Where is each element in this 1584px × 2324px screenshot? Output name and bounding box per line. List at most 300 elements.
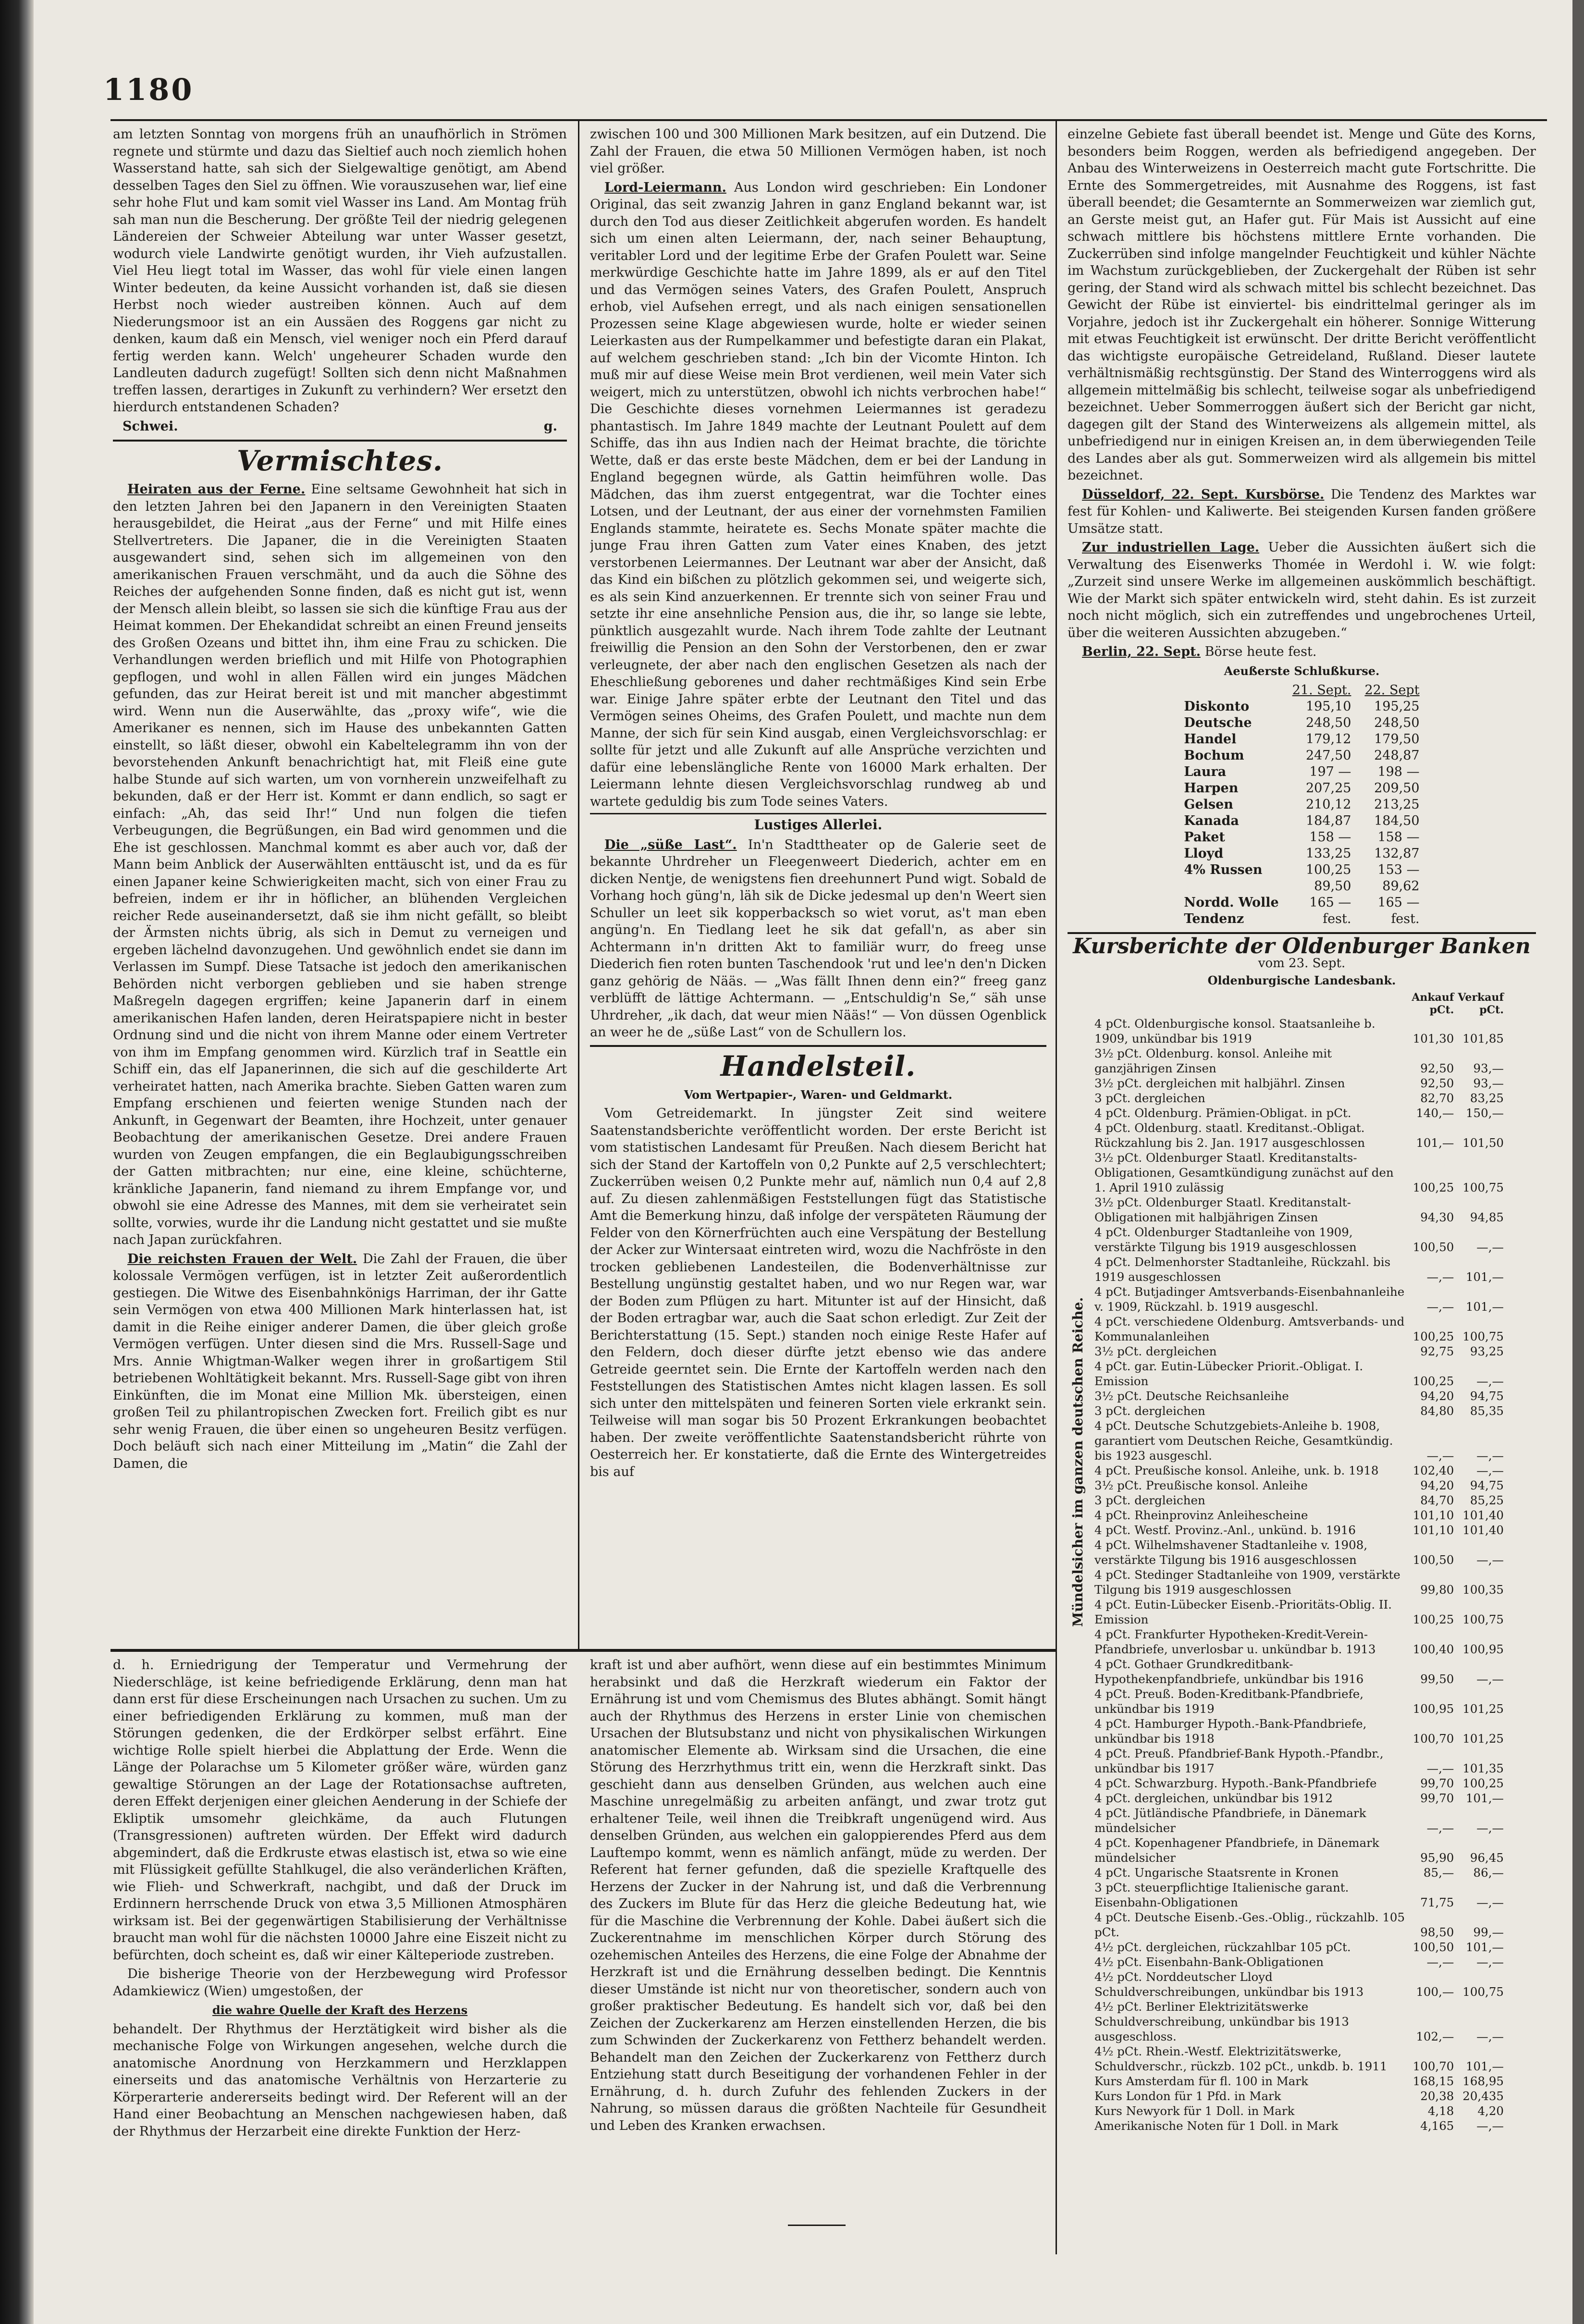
quote-value: 89,50 [1314, 879, 1351, 894]
signature-place: Schwei. [123, 418, 178, 434]
quote-value: 213,25 [1374, 797, 1420, 812]
bank-rate-row [1093, 1523, 1506, 1537]
schlusskurse-heading: Aeußerste Schlußkurse. [1224, 664, 1380, 678]
ankauf-value: 92,75 [1420, 1344, 1454, 1358]
article-body: Eine seltsame Gewohnheit hat sich in den letzten Jahren bei den Japanern in den Vereinigten Staaten herausgebildet, die Heirat „aus der Ferne“ und mit Hilfe eines Stellvertreters. Die Japaner, die in die Vereinigten Staaten ausgewandert sind, sehen sich im allgemeinen von den amerikanischen Frauen verschmäht, und da auch die Söhne des Reiches der aufgehenden Sonne finden, daß es nicht gut ist, wenn der Mensch allein bleibt, so lassen sie sich die künftige Frau aus der Heimat kommen. Der Ehekandidat schreibt an einen Freund jenseits des Großen Ozeans und bittet ihn, ihm eine Frau zu schicken. Die Verhandlungen werden brieflich und mit Hilfe von Photographien gepflogen, und wohl in allen Fällen wird ein junges Mädchen gefunden, das zur Heirat bereit ist und mit mancher abgestimmt wird. Wenn nun die Auserwählte, das „proxy wife“, wie die Amerikaner es nennen, sich im Hause des unbekannten Gatten einstellt, so läßt dieser, obwohl ein Kabeltelegramm ihn von der bevorstehenden Ankunft benachrichtigt hat, mit Fleiß eine gute halbe Stunde auf sich warten, um von vornherein unzweifelhaft zu bekunden, daß er der Herr ist. Kommt er dann endlich, so sagt er einfach: „Ah, das seid Ihr!“ Und nun folgen die tiefen Verbeugungen, die Begrüßungen, ein Bad wird genommen und die Ehe ist geschlossen. Manchmal kommt es aber auch vor, daß der Mann beim Anblick der Auserwählten enttäuscht ist, und da es für einen Japaner keine Schwierigkeiten macht, sich von einer Frau zu befreien, indem er ihr in höflicher, an blühenden Vergleichen reicher Rede auseinandersetzt, daß sie ihm nicht gefällt, so bleibt der Ärmsten nichts übrig, als sich in Demut zu verneigen und ergeben lächelnd davonzugehen. Und gewöhnlich endet sie dann im Verlassen im Sumpf. Diese Tatsache ist jedoch den amerikanischen Behörden nicht verborgen geblieben und sie haben strenge Maßregeln dagegen ergriffen; keine Japanerin darf in einem amerikanischen Hafen landen, deren Heiratspapiere nicht in bester Ordnung sind und die nicht von ihrem Manne oder einem Vertreter von ihm im Empfang genommen wird. Kürzlich traf in Seattle ein Schiff ein, das elf Japanerinnen, die sich auf die geschilderte Art verheiratet hatten, nach Amerika brachte. Sieben Gatten waren zum Empfang erschienen und feierten wenige Stunden nach der Ankunft, in Gegenwart der Beamten, ihre Hochzeit, unter genauer Beobachtung der amerikanischen Gesetze. Drei andere Frauen wurden von Zeugen empfangen, die ein Beglaubigungsschreiben der Gatten mitbrachten; nur eine, eine kleine, schüchterne, kränkliche Japanerin, fand niemand zu ihrem Empfange vor, und obwohl sie eine Adresse des Mannes, mit dem sie verheiratet sein sollte, vorwies, wurde ihr die Landung nicht gestattet und sie mußte nach Japan zurückfahren. [113, 482, 567, 1247]
section-heading-vermischtes: Vermischtes. [236, 444, 443, 477]
verkauf-value: 100,25 [1462, 1776, 1504, 1790]
quote-row [1177, 731, 1426, 748]
ankauf-value: 140,— [1416, 1106, 1454, 1120]
divider [113, 440, 567, 442]
verkauf-value: 101,40 [1462, 1508, 1504, 1522]
verkauf-value: —,— [1476, 1240, 1504, 1254]
verkauf-value: 101,50 [1462, 1135, 1504, 1150]
bank-rate-row [1093, 1746, 1506, 1776]
bank-rate-row [1093, 1150, 1506, 1195]
verkauf-value: —,— [1476, 1463, 1504, 1477]
verkauf-value: —,— [1476, 1820, 1504, 1835]
verkauf-value: 101,— [1465, 1299, 1504, 1314]
bank-rate-row [1093, 1686, 1506, 1716]
quote-value: 198 — [1377, 764, 1420, 779]
column-rule-2 [1056, 121, 1057, 2254]
ankauf-value: 94,30 [1420, 1210, 1454, 1224]
security-name: 4 pCt. Delmenhorster Stadtanleihe, Rückzahl. bis 1919 ausgeschlossen [1094, 1254, 1391, 1284]
article-heiraten [113, 481, 567, 1249]
bank-rate-row [1093, 1344, 1506, 1359]
ankauf-value: 100,25 [1412, 1180, 1454, 1194]
bank-rate-row [1093, 1016, 1506, 1046]
quote-name: Paket [1184, 830, 1225, 845]
verkauf-value: 86,— [1473, 1865, 1504, 1880]
quote-name: Kanada [1184, 813, 1239, 828]
verkauf-value: 101,40 [1462, 1523, 1504, 1537]
quote-name: Bochum [1184, 748, 1244, 763]
ankauf-value: —,— [1426, 1299, 1454, 1314]
quote-value: 197 — [1309, 764, 1351, 779]
article-getreidemarkt: Vom Getreidemarkt. In jüngster Zeit sind weitere Saatenstandsberichte veröffentlicht worden. Der erste Bericht ist vom statistischen Landesamt für Preußen. Nach diesem Bericht hat sich der Stand der Kartoffeln von 0,2 Punkte auf 2,5 verschlechtert; Zuckerrüben weisen 0,2 Punkte mehr auf, nämlich nun 0,4 auf 2,8 auf. Zu diesen zahlenmäßigen Feststellungen fügt das Statistische Amt die Bemerkung hinzu, daß infolge der verspäteten Räumung der Felder von den Körnerfrüchten auch eine Verspätung der Bestellung der Acker zur Wintersaat eintreten wird, wozu die Nachfröste in den trocken gebliebenen Landesteilen, die Bodenverhältnisse zur Bestellung ungünstig gestaltet haben, und wo nur Regen war, war der Boden zum Pflügen zu hart. Mitunter ist auf der Hinsicht, daß der Boden ertragbar war, auch die Saat schon erledigt. Zur Zeit der Berichterstattung (15. Sept.) standen noch einige Reste Hafer auf den Feldern, doch dieser dürfte jetzt ebenso wie das andere Getreide geerntet sein. Die Ernte der Kartoffeln werden nach den Feststellungen des Statistischen Amtes nicht klagen lassen. Es soll sich unter den mittelspäten und feineren Sorten viele erkrankt sein. Teilweise will man sogar bis 50 Prozent Erkrankungen beobachtet haben. Der zweite veröffentlichte Saatenstandsbericht rührte von Oesterreich her. Er konstatierte, daß die Ernte des Wintergetreides bis auf [590, 1106, 1046, 1479]
article-title-herz: die wahre Quelle der Kraft des Herzens [212, 2003, 468, 2017]
section-rule-left [111, 1649, 1056, 1652]
article-body: In'n Stadttheater op de Galerie seet de bekannte Uhrdreher un Fleegenweert Diederich, achter em en dicken Nentje, de wenigstens fien dreehunnert Pund wigt. Sobald de Vorhang hoch güng'n, läh sik de Dicke jedesmal up den'n Weert sien Schuller un leet sik kopperbacksch so wiet vorut, as't man eben angüng'n. En Tiedlang leet he sik dat gefall'n, as aber sin Achtermann in'n dritten Akt to familiär wurr, do freeg unse Diederich fien roten bunten Taschendook 'rut und lee'n den'n Dicken ganz gehörig de Nääs. — „Was fällt Ihnen denn ein?“ freeg ganz verblüfft de lättige Achtermann. — „Entschuldig'n Se,“ säh unse Uhrdreher, „ik dach, dat weur mien Nääs!“ — Von düssen Ogenblick an weer he de „süße Last“ von de Schullern los. [590, 837, 1046, 1040]
ankauf-value: 4,165 [1420, 2118, 1454, 2133]
article-title: Die reichsten Frauen der Welt. [127, 1251, 357, 1267]
bank-rate-row [1093, 1478, 1506, 1493]
article-herz-body: behandelt. Der Rhythmus der Herztätigkeit wird bisher als die mechanische Folge von Wirkungen angesehen, welche durch die anatomische Anordnung von Herzkammern und Herzklappen einerseits und das anatomische Verhältnis von Herzarterie zu Körperarterie andererseits bedingt wird. Der Referent will an der Hand einer Beobachtung an Menschen nachgewiesen haben, daß der Rhythmus der Herzarbeit eine direkte Funktion der Herz- [113, 2021, 567, 2139]
verkauf-value: 101,— [1465, 1269, 1504, 1284]
verkauf-value: —,— [1476, 1552, 1504, 1567]
quote-value: 207,25 [1305, 781, 1351, 796]
quote-name: Lloyd [1184, 846, 1224, 861]
bank-rate-row [1093, 1567, 1506, 1597]
bank-rate-row [1093, 1359, 1506, 1389]
quote-value: 247,50 [1305, 748, 1351, 763]
article-saatenstand-cont: einzelne Gebiete fast überall beendet ist. Menge und Güte des Korns, besonders beim Roggen, werden als befriedigend angegeben. Der Anbau des Winterweizens in Oesterreich macht gute Fortschritte. Die Ernte des Sommergetreides, mit Ausnahme des Roggens, ist fast überall beendet; die Gesamternte an Sommerweizen war ziemlich gut, an Gerste meist gut, an Hafer gut. Für Mais ist Aussicht auf eine schwach mittlere bis höchstens mittlere Ernte vorhanden. Die Zuckerrüben sind infolge mangelnder Feuchtigkeit und kühler Nächte im Wachstum zurückgeblieben, der Zuckergehalt der Rüben ist sehr gering, der Stand wird als schwach mittel bis schlecht bezeichnet. Das Gewicht der Rübe ist einviertel- bis eindrittelmal geringer als im Vorjahre, jedoch ist ihr Zuckergehalt ein höherer. Sonnige Witterung mit etwas Feuchtigkeit ist erwünscht. Der dritte Bericht veröffentlicht das wichtigste europäische Getreideland, Rußland. Dieser lautete verhältnismäßig rechtsgünstig. Der Stand des Winterroggens wird als allgemein mittelmäßig bis schlecht, teilweise sogar als unbefriedigend bezeichnet. Ueber Sommerroggen äußert sich der Bericht gar nicht, dagegen gilt der Stand des Winterweizens als allgemein mittel, als unbefriedigend nur in einigen Kreisen an, in dem überwiegenden Teile des Landes aber als gut. Sommerweizen wird als allgemein bis mittel bezeichnet. [1068, 127, 1536, 483]
ankauf-value: 100,50 [1412, 1940, 1454, 1954]
ankauf-value: 100,40 [1412, 1642, 1454, 1656]
verkauf-value: 101,85 [1462, 1031, 1504, 1045]
column-header-ankauf: Ankauf pCt. [1412, 991, 1454, 1016]
bank-rate-row [1093, 2118, 1506, 2133]
bank-rate-row [1093, 1418, 1506, 1463]
quote-value: 184,87 [1305, 813, 1351, 828]
bank-rate-row [1093, 1940, 1506, 1955]
ankauf-value: 92,50 [1420, 1076, 1454, 1090]
security-name: 4 pCt. Stedinger Stadtanleihe von 1909, verstärkte Tilgung bis 1919 ausgeschlossen [1094, 1567, 1400, 1597]
article-industrie [1068, 539, 1536, 641]
security-name: 4 pCt. Gothaer Grundkreditbank-Hypothekenpfandbriefe, unkündbar bis 1916 [1094, 1657, 1364, 1686]
security-name: 3 pCt. dergleichen [1094, 1091, 1205, 1105]
article-lord-leiermann [590, 179, 1046, 811]
ankauf-value: 101,10 [1412, 1508, 1454, 1522]
verkauf-value: 100,75 [1462, 1612, 1504, 1626]
bank-rate-row [1093, 1657, 1506, 1686]
security-name: 4 pCt. Deutsche Eisenb.-Ges.-Oblig., rückzahlb. 105 pCt. [1094, 1910, 1405, 1939]
quote-value: 248,87 [1374, 748, 1420, 763]
quote-name [1177, 878, 1285, 895]
quote-value: fest. [1391, 911, 1420, 926]
verkauf-value: 93,— [1473, 1076, 1504, 1090]
quote-value: 179,12 [1305, 732, 1351, 747]
bank-rate-row [1093, 1716, 1506, 1746]
verkauf-value: 100,75 [1462, 1180, 1504, 1194]
quote-value: 165 — [1309, 895, 1351, 910]
verkauf-value: 101,25 [1462, 1701, 1504, 1716]
security-name: 4 pCt. Preußische konsol. Anleihe, unk. b. 1918 [1094, 1463, 1379, 1477]
bank-rate-row [1093, 1389, 1506, 1403]
security-name: 4 pCt. Jütländische Pfandbriefe, in Dänemark mündelsicher [1094, 1806, 1366, 1835]
security-name: 4 pCt. Schwarzburg. Hypoth.-Bank-Pfandbriefe [1094, 1776, 1377, 1790]
quote-name: 4% Russen [1184, 862, 1263, 877]
ankauf-value: 102,40 [1412, 1463, 1454, 1477]
bank-rate-row [1093, 1537, 1506, 1567]
ankauf-value: 95,90 [1420, 1850, 1454, 1865]
ankauf-value: 101,10 [1412, 1523, 1454, 1537]
security-name: 4 pCt. Preuß. Pfandbrief-Bank Hypoth.-Pfandbr., unkündbar bis 1917 [1094, 1746, 1384, 1775]
ankauf-value: 84,80 [1420, 1403, 1454, 1418]
security-name: 4½ pCt. Eisenbahn-Bank-Obligationen [1094, 1955, 1324, 1969]
quote-row [1177, 862, 1426, 878]
bank-report-date: vom 23. Sept. [1258, 956, 1346, 971]
section-heading-handelsteil: Handelsteil. [720, 1049, 916, 1082]
ankauf-value: 100,25 [1412, 1329, 1454, 1343]
quote-row [1177, 813, 1426, 829]
security-name: 3 pCt. dergleichen [1094, 1403, 1205, 1418]
security-name: 3 pCt. steuerpflichtige Italienische garant. Eisenbahn-Obligationen [1094, 1880, 1349, 1909]
book-binding [0, 0, 34, 2324]
quote-name: Diskonto [1184, 699, 1250, 714]
bank-table-wrap [1068, 991, 1536, 2133]
verkauf-value: 150,— [1465, 1106, 1504, 1120]
verkauf-value: 101,— [1465, 1940, 1504, 1954]
quote-value: 89,62 [1382, 879, 1420, 894]
ankauf-value: 100,95 [1412, 1701, 1454, 1716]
verkauf-value: —,— [1476, 2118, 1504, 2133]
ankauf-value: 98,50 [1420, 1925, 1454, 1939]
article-continuation: zwischen 100 und 300 Millionen Mark besitzen, auf ein Dutzend. Die Zahl der Frauen, die etwa 50 Millionen Vermögen haben, ist noch viel größer. [590, 127, 1046, 176]
divider [590, 813, 1046, 814]
ankauf-value: —,— [1426, 1955, 1454, 1969]
quote-row [1177, 748, 1426, 764]
verkauf-value: —,— [1476, 1448, 1504, 1463]
bank-rate-row [1093, 1955, 1506, 1969]
quote-value: 133,25 [1305, 846, 1351, 861]
bank-rate-row [1093, 2089, 1506, 2103]
quote-value: 195,10 [1305, 699, 1351, 714]
verkauf-value: 83,25 [1470, 1091, 1504, 1105]
quote-row [1177, 797, 1426, 813]
quote-name: Tendenz [1184, 911, 1244, 926]
ankauf-value: 84,70 [1420, 1493, 1454, 1507]
divider [590, 1045, 1046, 1047]
article-title: Zur industriellen Lage. [1082, 540, 1260, 555]
ankauf-value: —,— [1426, 1761, 1454, 1775]
security-name: 4 pCt. Oldenburg. Prämien-Obligat. in pCt. [1094, 1106, 1351, 1120]
bank-rate-row [1093, 1284, 1506, 1314]
security-name: 4½ pCt. dergleichen, rückzahlbar 105 pCt. [1094, 1940, 1351, 1954]
quote-value: 153 — [1377, 862, 1420, 877]
bank-rate-row [1093, 1225, 1506, 1254]
column-1 [113, 126, 567, 1647]
ankauf-value: 100,70 [1412, 2059, 1454, 2073]
quote-value: 158 — [1377, 830, 1420, 845]
security-name: 4 pCt. Wilhelmshavener Stadtanleihe v. 1908, verstärkte Tilgung bis 1916 ausgeschlossen [1094, 1537, 1368, 1567]
side-note: Mündelsicher im ganzen deutschen Reiche. [1070, 1297, 1086, 1627]
verkauf-value: 100,75 [1462, 1329, 1504, 1343]
quote-value: 179,50 [1374, 732, 1420, 747]
verkauf-value: 85,25 [1470, 1493, 1504, 1507]
security-name: 4 pCt. verschiedene Oldenburg. Amtsverbands- und Kommunalanleihen [1094, 1314, 1405, 1343]
ankauf-value: 99,70 [1420, 1791, 1454, 1805]
verkauf-value: —,— [1476, 1374, 1504, 1388]
quote-name: Laura [1184, 764, 1227, 779]
column-header-verkauf: Verkauf pCt. [1458, 991, 1504, 1016]
quote-value: 165 — [1377, 895, 1420, 910]
ankauf-value: 100,25 [1412, 1374, 1454, 1388]
ankauf-value: 92,50 [1420, 1061, 1454, 1075]
verkauf-value: 101,35 [1462, 1761, 1504, 1775]
bank-rate-row [1093, 1880, 1506, 1910]
section-heading-lustiges: Lustiges Allerlei. [754, 817, 883, 833]
bank-rate-row [1093, 1791, 1506, 1806]
bank-rate-row [1093, 1508, 1506, 1523]
quote-row [1177, 764, 1426, 780]
security-name: 4 pCt. Kopenhagener Pfandbriefe, in Dänemark mündelsicher [1094, 1835, 1379, 1865]
verkauf-value: 100,35 [1462, 1582, 1504, 1597]
quote-value: 248,50 [1305, 715, 1351, 730]
ankauf-value: 82,70 [1420, 1091, 1454, 1105]
quote-value: 100,25 [1305, 862, 1351, 877]
column-header: 22. Sept [1364, 683, 1420, 698]
bank-rate-row [1093, 1835, 1506, 1865]
verkauf-value: 96,45 [1470, 1850, 1504, 1865]
article-title: Berlin, 22. Sept. [1082, 644, 1201, 659]
bank-rate-row [1093, 1597, 1506, 1627]
article-duesseldorf [1068, 486, 1536, 538]
article-signature [123, 418, 557, 435]
verkauf-value: 168,95 [1462, 2074, 1504, 2088]
verkauf-value: 101,25 [1462, 1731, 1504, 1746]
quote-value: 209,50 [1374, 781, 1420, 796]
quote-name: Gelsen [1184, 797, 1233, 812]
security-name: 4 pCt. dergleichen, unkündbar bis 1912 [1094, 1791, 1333, 1805]
bank-rate-row [1093, 1076, 1506, 1091]
verkauf-value: 101,— [1465, 2059, 1504, 2073]
security-name: 4 pCt. Eutin-Lübecker Eisenb.-Prioritäts-Oblig. II. Emission [1094, 1597, 1392, 1626]
verkauf-value: 94,75 [1470, 1478, 1504, 1492]
quote-row [1177, 895, 1426, 911]
quote-row [1177, 846, 1426, 862]
article-title: Die „süße Last“. [604, 837, 737, 852]
security-name: 3½ pCt. dergleichen [1094, 1344, 1217, 1358]
ankauf-value: 85,— [1423, 1865, 1454, 1880]
article-title: Heiraten aus der Ferne. [127, 482, 306, 497]
verkauf-value: 94,75 [1470, 1389, 1504, 1403]
verkauf-value: —,— [1476, 2029, 1504, 2043]
ankauf-value: 100,70 [1412, 1731, 1454, 1746]
bank-rate-row [1093, 1806, 1506, 1835]
quote-row [1177, 699, 1426, 715]
verkauf-value: 85,35 [1470, 1403, 1504, 1418]
column-rule-1 [578, 121, 579, 1649]
security-name: 4 pCt. Preuß. Boden-Kreditbank-Pfandbriefe, unkündbar bis 1919 [1094, 1686, 1363, 1716]
article-reichsten-frauen [113, 1251, 567, 1473]
article-body: Die Tendenz des Marktes war fest für Kohlen- und Kaliwerte. Bei steigenden Kursen fanden größere Umsätze statt. [1068, 487, 1536, 536]
bank-rate-row [1093, 1195, 1506, 1225]
quote-value: 248,50 [1374, 715, 1420, 730]
security-name: 3 pCt. dergleichen [1094, 1493, 1205, 1507]
quote-value: 210,12 [1305, 797, 1351, 812]
security-name: 4 pCt. gar. Eutin-Lübecker Priorit.-Obligat. I. Emission [1094, 1359, 1363, 1388]
verkauf-value: 94,85 [1470, 1210, 1504, 1224]
bank-rate-row [1093, 1254, 1506, 1284]
article-suesse-last [590, 836, 1046, 1041]
security-name: 4 pCt. Rheinprovinz Anleihescheine [1094, 1508, 1308, 1522]
security-name: 4 pCt. Oldenburger Stadtanleihe von 1909, verstärkte Tilgung bis 1919 ausgeschlossen [1094, 1225, 1357, 1254]
quote-name: Harpen [1184, 781, 1239, 796]
ankauf-value: 94,20 [1420, 1389, 1454, 1403]
quote-name: Handel [1184, 732, 1237, 747]
bank-rate-row [1093, 1999, 1506, 2044]
bank-rate-row [1093, 1969, 1506, 1999]
ankauf-value: —,— [1426, 1269, 1454, 1284]
security-name: 4 pCt. Oldenburgische konsol. Staatsanleihe b. 1909, unkündbar bis 1919 [1094, 1016, 1375, 1045]
bank-rate-row [1093, 2044, 1506, 2074]
quote-value: 158 — [1309, 830, 1351, 845]
column-2 [590, 126, 1046, 1647]
article-body: Aus London wird geschrieben: Ein Londoner Original, das seit zwanzig Jahren in ganz England bekannt war, ist durch den Tod aus dieser Zeitlichkeit abgerufen worden. Es handelt sich um einen alten Leiermann, der, nach seiner Behauptung, veritabler Lord und der legitime Erbe der Grafen Poulett war. Seine merkwürdige Geschichte hatte im Jahre 1899, als er auf den Titel und das Vermögen seines Vaters, des Grafen Poulett, Anspruch erhob, viel Aufsehen erregt, und als nach einigen sensationellen Prozessen seine Klage abgewiesen wurde, holte er wieder seinen Leierkasten aus der Rumpelkammer und befestigte daran ein Plakat, auf welchem geschrieben stand: „Ich bin der Vicomte Hinton. Ich muß mir auf diese Weise mein Brot verdienen, weil mein Vater sich weigert, mich zu unterstützen, obwohl ich nichts verbrochen habe!“ Die Geschichte dieses vornehmen Leiermannes ist geradezu phantastisch. Im Jahre 1849 machte der Leutnant Poulett auf dem Schiffe, das ihn aus Indien nach der Heimat brachte, die törichte Wette, daß er das erste beste Mädchen, dem er bei der Landung in England begegnen würde, als Gattin heimführen wolle. Das Mädchen, das ihm zuerst entgegentrat, war die Tochter eines Lotsen, und der Leutnant, der aus einer der vornehmsten Familien Englands stammte, heiratete es. Sechs Monate später machte die junge Frau ihren Gatten zum Vater eines Knaben, des jetzt verstorbenen Leiermannes. Der Leutnant war aber der Ansicht, daß das Kind ein bißchen zu plötzlich gekommen sei, und weigerte sich, es als sein Kind anzuerkennen. Er trennte sich von seiner Frau und setzte ihr eine ansehnliche Pension aus, die ihr, so lange sie lebte, pünktlich ausgezahlt wurde. Nach ihrem Tode zahlte der Leutnant freiwillig die Pension an den Sohn der Verstorbenen, den er zwar verleugnete, der aber nach den englischen Gesetzen als nach der Eheschließung geborenes und daher rechtmäßiges Kind sein Erbe war. Einige Jahre später erbte der Leutnant den Titel und das Vermögen seines Oheims, des Grafen Poulett, und machte nun dem Manne, der sich für sein Kind ausgab, einen Vergleichsvorschlag: er sollte für jetzt und alle Zukunft auf alle Ansprüche verzichten und dafür eine lebenslängliche Rente von 16000 Mark erhalten. Der Leiermann lehnte diesen Vergleichsvorschlag rundweg ab und wartete geduldig bis zum Tode seines Vaters. [590, 180, 1046, 809]
ankauf-value: —,— [1426, 1820, 1454, 1835]
bank-rate-row [1093, 1046, 1506, 1076]
ankauf-value: 100,50 [1412, 1552, 1454, 1567]
security-name: 3½ pCt. Oldenburger Staatl. Kreditanstalts-Obligationen, Gesamtkündigung zunächst auf den 1. April 1910 zulässig [1094, 1150, 1394, 1194]
security-name: 4 pCt. Ungarische Staatsrente in Kronen [1094, 1865, 1339, 1880]
ankauf-value: 100,50 [1412, 1240, 1454, 1254]
ankauf-value: 99,70 [1420, 1776, 1454, 1790]
ankauf-value: 101,30 [1412, 1031, 1454, 1045]
ankauf-value: 100,— [1416, 1984, 1454, 1999]
security-name: Kurs London für 1 Pfd. in Mark [1094, 2089, 1281, 2103]
article-eiszeit: d. h. Erniedrigung der Temperatur und Vermehrung der Niederschläge, ist keine befriedigende Erklärung, denn man hat dann erst für diese Erscheinungen nach Ursachen zu suchen. Um zu einer befriedigenden Erklärung zu kommen, muß man der Störungen gedenken, die der Erdkörper selbst erfährt. Eine wichtige Rolle spielt hierbei die Abplattung der Erde. Wenn die Länge der Polarachse um 5 Kilometer größer wäre, würden ganz gewaltige Störungen an der Lage der Rotationsachse auftreten, deren Effekt derjenigen einer gleichen Aenderung in der Schiefe der Ekliptik umsomehr gleichkäme, da auch Flutungen (Transgressionen) auftreten würden. Der Effekt wird dadurch abgemindert, daß die Erdkruste etwas elastisch ist, etwa so wie eine mit Flüssigkeit gefüllte Stahlkugel, die also veränderlichen Kräften, wie Flieh- und Schwerkraft, nachgibt, und daß der Druck im Erdinnern herrschende Druck von etwa 3,5 Millionen Atmosphären wirksam ist. Bei der gegenwärtigen Stabilisierung der Verhältnisse braucht man wohl für die nächsten 10000 Jahre eine Eiszeit nicht zu befürchten, doch scheint es, daß wir einer Kälteperiode zustreben. [113, 1658, 567, 1963]
signature-mark: g. [543, 418, 557, 434]
quote-row [1177, 911, 1426, 927]
article-herzbewegung: Die bisherige Theorie von der Herzbewegung wird Professor Adamkiewicz (Wien) umgestoßen, der [113, 1967, 567, 1999]
verkauf-value: 100,95 [1462, 1642, 1504, 1656]
bank-rate-row [1093, 1463, 1506, 1478]
verkauf-value: 4,20 [1477, 2103, 1504, 2118]
bank-name: Oldenburgische Landesbank. [1207, 973, 1396, 987]
bank-rate-row [1093, 1120, 1506, 1150]
header-rule [111, 119, 1547, 121]
ankauf-value: 102,— [1416, 2029, 1454, 2043]
bottom-column-mid [590, 1657, 1046, 2209]
security-name: 4 pCt. Frankfurter Hypotheken-Kredit-Verein-Pfandbriefe, unverlosbar u. unkündbar b. 1913 [1094, 1627, 1376, 1656]
bank-rate-row [1093, 1403, 1506, 1418]
bank-rate-row [1093, 2103, 1506, 2118]
ankauf-value: 99,80 [1420, 1582, 1454, 1597]
ankauf-value: 168,15 [1412, 2074, 1454, 2088]
page-number: 1180 [103, 72, 194, 107]
security-name: 3½ pCt. Preußische konsol. Anleihe [1094, 1478, 1308, 1492]
column-header: 21. Sept. [1292, 683, 1351, 698]
column-3 [1068, 126, 1536, 2254]
ankauf-value: —,— [1426, 1448, 1454, 1463]
verkauf-value: —,— [1476, 1672, 1504, 1686]
verkauf-value: —,— [1476, 1955, 1504, 1969]
security-name: 4 pCt. Deutsche Schutzgebiets-Anleihe b. 1908, garantiert vom Deutschen Reiche, Gesamtkündig. bis 1923 ausgeschl. [1094, 1418, 1393, 1463]
security-name: 3½ pCt. Oldenburg. konsol. Anleihe mit ganzjährigen Zinsen [1094, 1046, 1332, 1075]
bank-rate-row [1093, 1106, 1506, 1120]
ankauf-value: 20,38 [1420, 2089, 1454, 2103]
bank-rate-row [1093, 1910, 1506, 1940]
ankauf-value: 101,— [1416, 1135, 1454, 1150]
security-name: 4 pCt. Westf. Provinz.-Anl., unkünd. b. 1916 [1094, 1523, 1356, 1537]
bank-rate-row [1093, 2074, 1506, 2089]
quote-name: Nordd. Wolle [1184, 895, 1279, 910]
bank-report-title: Kursberichte der Oldenburger Banken [1073, 934, 1531, 959]
quote-row [1177, 829, 1426, 846]
verkauf-value: 93,25 [1470, 1344, 1504, 1358]
ankauf-value: 94,20 [1420, 1478, 1454, 1492]
section-subheading: Vom Wertpapier-, Waren- und Geldmarkt. [684, 1087, 953, 1102]
ankauf-value: 100,25 [1412, 1612, 1454, 1626]
verkauf-value: 101,— [1465, 1791, 1504, 1805]
security-name: 3½ pCt. Deutsche Reichsanleihe [1094, 1389, 1289, 1403]
security-name: Amerikanische Noten für 1 Doll. in Mark [1094, 2118, 1338, 2133]
bank-rate-row [1093, 1865, 1506, 1880]
quote-value: 195,25 [1374, 699, 1420, 714]
article-body: Börse heute fest. [1204, 644, 1317, 659]
bank-rate-row [1093, 1091, 1506, 1106]
security-name: 4 pCt. Hamburger Hypoth.-Bank-Pfandbriefe, unkündbar bis 1918 [1094, 1716, 1367, 1746]
ankauf-value: 71,75 [1420, 1895, 1454, 1909]
security-name: 3½ pCt. Oldenburger Staatl. Kreditanstalt-Obligationen mit halbjährigen Zinsen [1094, 1195, 1351, 1224]
bank-rate-row [1093, 1314, 1506, 1344]
security-name: 4 pCt. Oldenburg. staatl. Kreditanst.-Obligat. Rückzahlung bis 2. Jan. 1917 ausgeschlossen [1094, 1120, 1365, 1150]
bank-rates-table [1093, 991, 1506, 2133]
security-name: Kurs Newyork für 1 Doll. in Mark [1094, 2103, 1295, 2118]
security-name: 4 pCt. Butjadinger Amtsverbands-Eisenbahnanleihe v. 1909, Rückzahl. b. 1919 ausgeschl. [1094, 1284, 1405, 1314]
bank-rate-row [1093, 1493, 1506, 1508]
end-rule [788, 2225, 846, 2226]
verkauf-value: 20,435 [1462, 2089, 1504, 2103]
bank-rate-row [1093, 1627, 1506, 1657]
article-title: Düsseldorf, 22. Sept. Kursbörse. [1082, 487, 1325, 502]
verkauf-value: 100,75 [1462, 1984, 1504, 1999]
quote-row [1177, 780, 1426, 797]
quote-value: fest. [1323, 911, 1351, 926]
page-edge [1572, 0, 1584, 2324]
article-herzkraft: kraft ist und aber aufhört, wenn diese auf ein bestimmtes Minimum herabsinkt und daß die Herzkraft wiederum ein Faktor der Ernährung ist und vom Chemismus des Blutes abhängt. Somit hängt auch der Rhythmus des Herzens in erster Linie von chemischen Ursachen der Blutsubstanz und nicht von physikalischen Wirkungen anatomischer Elemente ab. Wirksam sind die Ursachen, die eine Störung des Herzrhythmus tritt ein, wenn die Herzkraft sinkt. Das geschieht dann aus denselben Gründen, aus welchen auch eine Maschine unregelmäßig zu arbeiten anfängt, und zwar trotz gut erhaltener Teile, weil ihnen die Treibkraft ungenügend wird. Aus denselben Gründen, aus welchen ein galoppierendes Pferd aus dem Lauftempo kommt, wenn es nämlich anfängt, müde zu werden. Der Referent hat ferner gefunden, daß die spezielle Kraftquelle des Herzens der Zucker in der Nahrung ist, und daß die Verbrennung des Zuckers im Blute für das Herz die gleiche Bedeutung hat, wie für die Maschine die Verbrennung der Kohle. Dabei äußert sich die Zuckerentnahme im menschlichen Körper durch Störung des ozehemischen Anteiles des Herzens, die eine Folge der Abnahme der Herzkraft ist und die Ernährung desselben bedingt. Die Kenntnis dieser Umstände ist nicht nur von theoretischer, sondern auch von großer praktischer Bedeutung. Es handelt sich vor, daß bei den Zeichen der Zuckerkarenz am Herzen einstellenden Herzen, die bis zum Schwinden der Zuckerkarenz von Fettherz behandelt werden. Behandelt man den Zeichen der Zuckerkarenz von Fettherz durch Entziehung statt durch Beseitigung der vorhandenen Fehler in der Ernährung, d. h. durch Zufuhr des fehlenden Zuckers in der Nahrung, so müssen daraus die größten Nachteile für Gesundheit und Leben des Kranken erwachsen. [590, 1658, 1046, 2133]
verkauf-value: —,— [1476, 1895, 1504, 1909]
verkauf-value: 99,— [1473, 1925, 1504, 1939]
schlusskurse-table [1177, 682, 1426, 927]
article-body: Die Zahl der Frauen, die über kolossale Vermögen verfügen, ist in letzter Zeit außerordentlich gestiegen. Die Witwe des Eisenbahnkönigs Harriman, der ihr Gatte sein Vermögen von etwa 400 Millionen Mark hinterlassen hat, ist damit in die Reihe einiger anderer Damen, die über gleich große Vermögen verfügen. Unter diesen sind die Mrs. Russell-Sage und Mrs. Annie Whigtman-Walker wegen ihrer in großartigem Stil betriebenen Wohltätigkeit bekannt. Mrs. Russell-Sage gibt von ihren Einkünften, die im Monat eine Million Mk. übersteigen, einen großen Teil zu philantropischen Zwecken fort. Freilich gibt es nur sehr wenig Frauen, die über einen so ungeheuren Besitz verfügen. Doch beläuft sich nach einer Mitteilung im „Matin“ die Zahl der Damen, die [113, 1251, 567, 1471]
security-name: 4½ pCt. Rhein.-Westf. Elektrizitätswerke, Schuldverschr., rückzb. 102 pCt., unkdb. b. 1911 [1094, 2044, 1388, 2073]
security-name: Kurs Amsterdam für fl. 100 in Mark [1094, 2074, 1308, 2088]
quote-value: 132,87 [1374, 846, 1420, 861]
article-berlin [1068, 643, 1536, 661]
ankauf-value: 99,50 [1420, 1672, 1454, 1686]
quote-value: 184,50 [1374, 813, 1420, 828]
quote-name: Deutsche [1184, 715, 1252, 730]
security-name: 4½ pCt. Berliner Elektrizitätswerke Schuldverschreibung, unkündbar bis 1913 ausgeschloss. [1094, 1999, 1349, 2043]
article-body: Ueber die Aussichten äußert sich die Verwaltung des Eisenwerks Thomée in Werdohl i. W. wie folgt: „Zurzeit sind unsere Werke im allgemeinen auskömmlich beschäftigt. Wie der Markt sich später entwickeln wird, steht dahin. Es ist zurzeit noch nicht möglich, sich ein zutreffendes und ungebrochenes Urteil, über die weiteren Aussichten abzugeben.“ [1068, 540, 1536, 640]
verkauf-value: 93,— [1473, 1061, 1504, 1075]
security-name: 3½ pCt. dergleichen mit halbjährl. Zinsen [1094, 1076, 1345, 1090]
quote-row [1177, 878, 1426, 895]
quote-row [1177, 715, 1426, 731]
bank-rate-row [1093, 1776, 1506, 1791]
